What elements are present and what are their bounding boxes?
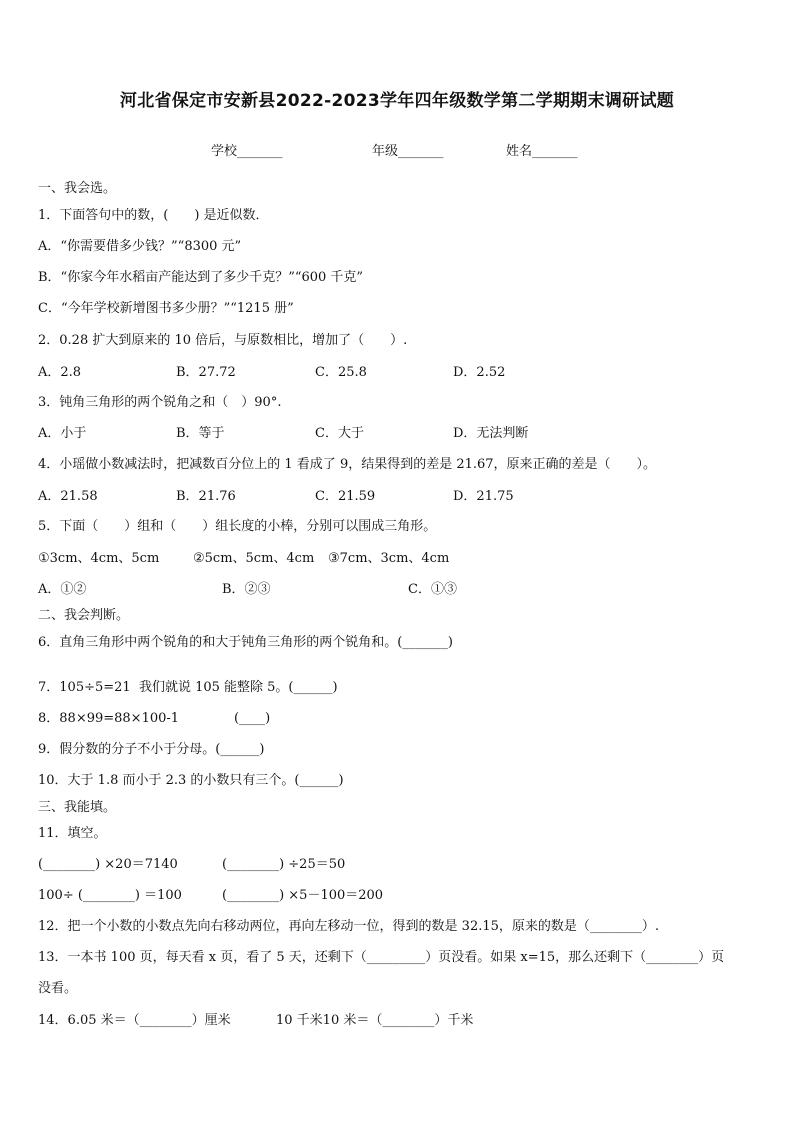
question-5-option-c: C．①③ (408, 582, 457, 597)
question-2-option-c: C．25.8 (315, 365, 367, 380)
question-13-continued: 没看。 (38, 981, 78, 996)
question-8-answer-blank: (____) (234, 711, 271, 726)
question-7: 7．105÷5=21 我们就说 105 能整除 5。(______) (38, 680, 338, 695)
question-11-item-3: 100÷ (________) ＝100 (38, 888, 182, 903)
question-5-set-1: ①3cm、4cm、5cm (38, 551, 160, 566)
question-12: 12．把一个小数的小数点先向右移动两位，再向左移动一位，得到的数是 32.15，原来的数是（________）. (38, 919, 660, 934)
question-2-option-a: A．2.8 (38, 365, 82, 380)
question-9: 9．假分数的分子不小于分母。(______) (38, 742, 265, 757)
question-11: 11．填空。 (38, 826, 107, 841)
question-1: 1．下面答句中的数，( ) 是近似数． (38, 208, 269, 223)
question-8: 8．88×99=88×100-1 (38, 711, 180, 726)
question-14-part-2: 10 千米10 米＝（________）千米 (276, 1013, 474, 1028)
question-4-option-c: C．21.59 (315, 489, 376, 504)
section-2-heading: 二、我会判断。 (38, 608, 130, 623)
question-4-option-d: D．21.75 (453, 489, 514, 504)
question-4: 4．小瑶做小数减法时，把减数百分位上的 1 看成了 9，结果得到的差是 21.67，原来正确的差是（ ）。 (38, 457, 657, 472)
question-1-option-b: B．“你家今年水稻亩产能达到了多少千克？”“600 千克” (38, 270, 364, 285)
name-field: 姓名_______ (506, 144, 578, 159)
question-5: 5．下面（ ）组和（ ）组长度的小棒，分别可以围成三角形。 (38, 519, 437, 534)
question-3: 3．钝角三角形的两个锐角之和（ ）90°. (38, 395, 282, 410)
question-2-option-b: B．27.72 (176, 365, 236, 380)
question-1-option-a: A．“你需要借多少钱？”“8300 元” (38, 239, 242, 254)
question-14-part-1: 14．6.05 米＝（________）厘米 (38, 1013, 231, 1028)
question-3-option-b: B．等于 (176, 426, 225, 441)
question-13: 13．一本书 100 页，每天看 x 页，看了 5 天，还剩下（_________）页没看。如果 x=15，那么还剩下（________）页 (38, 950, 725, 965)
page-title: 河北省保定市安新县2022-2023学年四年级数学第二学期期末调研试题 (119, 91, 675, 111)
question-4-option-b: B．21.76 (176, 489, 236, 504)
question-3-option-c: C．大于 (315, 426, 364, 441)
question-3-option-d: D．无法判断 (453, 426, 529, 441)
question-11-item-4: (________) ×5－100＝200 (222, 888, 384, 903)
question-5-option-b: B．②③ (222, 582, 271, 597)
question-11-item-2: (________) ÷25＝50 (222, 857, 346, 872)
question-6: 6．直角三角形中两个锐角的和大于钝角三角形的两个锐角和。(_______) (38, 635, 453, 650)
section-3-heading: 三、我能填。 (38, 800, 117, 815)
question-3-option-a: A．小于 (38, 426, 87, 441)
question-2-option-d: D．2.52 (453, 365, 506, 380)
question-1-option-c: C．“今年学校新增图书多少册？”“1215 册” (38, 301, 294, 316)
question-10: 10．大于 1.8 而小于 2.3 的小数只有三个。(______) (38, 773, 344, 788)
question-5-option-a: A．①② (38, 582, 87, 597)
section-1-heading: 一、我会选。 (38, 181, 117, 196)
question-5-set-2: ②5cm、5cm、4cm (193, 551, 315, 566)
school-field: 学校_______ (211, 144, 283, 159)
question-4-option-a: A．21.58 (38, 489, 98, 504)
question-2: 2．0.28 扩大到原来的 10 倍后，与原数相比，增加了（ ）. (38, 333, 408, 348)
question-11-item-1: (________) ×20＝7140 (38, 857, 178, 872)
grade-field: 年级_______ (372, 144, 444, 159)
question-5-set-3: ③7cm、3cm、4cm (328, 551, 450, 566)
